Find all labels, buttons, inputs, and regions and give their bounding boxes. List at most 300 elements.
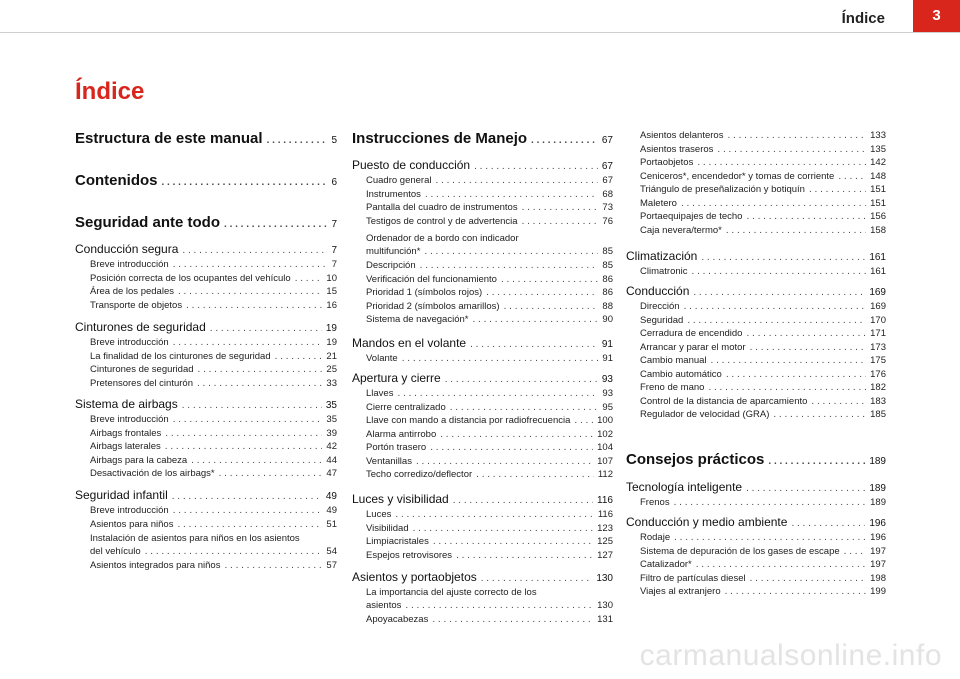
entry-page: 131 bbox=[597, 614, 613, 625]
dot-leader bbox=[726, 225, 866, 236]
entry-page: 112 bbox=[597, 469, 613, 480]
entry-label: Airbags frontales bbox=[90, 427, 162, 439]
toc-section[interactable] bbox=[75, 172, 337, 189]
entry-label: Puesto de conducción bbox=[352, 158, 471, 172]
toc-chapter[interactable] bbox=[75, 320, 337, 334]
entry-page: 116 bbox=[597, 495, 613, 506]
toc-entry[interactable] bbox=[640, 315, 886, 326]
toc-chapter[interactable] bbox=[352, 371, 613, 385]
toc-entry[interactable] bbox=[366, 523, 613, 534]
entry-page: 85 bbox=[602, 246, 613, 257]
toc-entry[interactable] bbox=[366, 189, 613, 200]
dot-leader bbox=[697, 157, 866, 168]
entry-label: Airbags laterales bbox=[90, 441, 161, 452]
entry-label: Prioridad 2 (símbolos amarillos) bbox=[366, 300, 500, 312]
toc-chapter[interactable] bbox=[75, 242, 337, 256]
entry-label: Portón trasero bbox=[366, 442, 427, 453]
dot-leader bbox=[693, 287, 865, 298]
entry-page: 35 bbox=[326, 414, 337, 425]
dot-leader bbox=[472, 314, 598, 325]
page-title: Índice bbox=[75, 78, 145, 105]
entry-page: 33 bbox=[326, 377, 337, 389]
dot-leader bbox=[197, 378, 322, 389]
dot-leader bbox=[219, 468, 323, 479]
toc-entry[interactable] bbox=[640, 497, 886, 508]
toc-entry[interactable] bbox=[90, 273, 337, 284]
dot-leader bbox=[684, 301, 867, 312]
entry-page: 161 bbox=[869, 252, 886, 263]
entry-page: 125 bbox=[597, 536, 613, 547]
dot-leader bbox=[440, 429, 593, 440]
entry-label: Espejos retrovisores bbox=[366, 549, 453, 561]
entry-label: Caja nevera/termo* bbox=[640, 224, 722, 236]
toc-section[interactable] bbox=[75, 130, 337, 147]
toc-entry[interactable] bbox=[366, 287, 613, 298]
entry-label: Cambio automático bbox=[640, 368, 722, 380]
toc-entry[interactable] bbox=[366, 353, 613, 364]
entry-page: 189 bbox=[869, 456, 886, 467]
toc-entry[interactable] bbox=[640, 396, 886, 407]
toc-entry[interactable] bbox=[640, 559, 886, 570]
entry-label: Asientos delanteros bbox=[640, 130, 724, 141]
entry-label: Apertura y cierre bbox=[352, 371, 441, 385]
entry-page: 67 bbox=[601, 161, 613, 172]
toc-entry[interactable] bbox=[90, 455, 337, 466]
toc-entry[interactable] bbox=[366, 442, 613, 453]
dot-leader bbox=[162, 177, 328, 188]
entry-label: Control de la distancia de aparcamiento bbox=[640, 395, 808, 407]
entry-page: 151 bbox=[870, 197, 886, 209]
entry-label: Filtro de partículas diesel bbox=[640, 572, 746, 584]
entry-label: Cambio manual bbox=[640, 355, 707, 366]
entry-page: 100 bbox=[597, 415, 613, 426]
entry-label: Testigos de control y de advertencia bbox=[366, 215, 518, 227]
entry-label: Maletero bbox=[640, 197, 677, 209]
dot-leader bbox=[267, 135, 328, 146]
dot-leader bbox=[424, 246, 598, 257]
entry-page: 25 bbox=[326, 364, 337, 375]
toc-entry[interactable] bbox=[90, 286, 337, 297]
entry-label: Prioridad 1 (símbolos rojos) bbox=[366, 287, 483, 298]
dot-leader bbox=[522, 202, 599, 213]
entry-page: 7 bbox=[331, 245, 337, 256]
toc-entry[interactable] bbox=[640, 198, 886, 209]
dot-leader bbox=[420, 260, 599, 271]
toc-entry[interactable] bbox=[366, 216, 613, 227]
entry-page: 130 bbox=[596, 573, 613, 584]
dot-leader bbox=[165, 428, 322, 439]
entry-page: 86 bbox=[602, 287, 613, 298]
dot-leader bbox=[191, 455, 322, 466]
entry-page: 68 bbox=[602, 188, 613, 200]
entry-page: 67 bbox=[601, 135, 613, 146]
entry-page: 90 bbox=[602, 314, 613, 325]
toc-entry[interactable] bbox=[90, 505, 337, 516]
entry-page: 196 bbox=[869, 518, 886, 529]
toc-entry[interactable] bbox=[90, 441, 337, 452]
entry-label: Viajes al extranjero bbox=[640, 586, 721, 597]
entry-label-line1[interactable]: La importancia del ajuste correcto de los bbox=[366, 587, 537, 598]
header-rule bbox=[0, 32, 960, 33]
toc-chapter[interactable] bbox=[352, 570, 613, 584]
toc-entry[interactable] bbox=[366, 274, 613, 285]
toc-section[interactable] bbox=[75, 214, 337, 231]
entry-label: Asientos para niños bbox=[90, 518, 174, 530]
dot-leader bbox=[708, 382, 866, 393]
dot-leader bbox=[433, 536, 593, 547]
entry-label: Luces bbox=[366, 509, 392, 520]
entry-label: Dirección bbox=[640, 301, 680, 312]
entry-label: Cuadro general bbox=[366, 175, 432, 186]
toc-entry[interactable] bbox=[640, 157, 886, 168]
toc-entry[interactable] bbox=[366, 456, 613, 467]
entry-label: Rodaje bbox=[640, 532, 671, 543]
entry-label: Verificación del funcionamiento bbox=[366, 273, 497, 285]
entry-page: 104 bbox=[597, 442, 613, 453]
entry-label: Desactivación de los airbags* bbox=[90, 468, 215, 479]
dot-leader bbox=[696, 559, 866, 570]
entry-page: 15 bbox=[326, 286, 337, 297]
toc-entry[interactable] bbox=[640, 532, 886, 543]
entry-label: Arrancar y parar el motor bbox=[640, 341, 746, 353]
entry-page: 127 bbox=[597, 549, 613, 561]
entry-label: Catalizador* bbox=[640, 559, 692, 570]
entry-page: 197 bbox=[870, 559, 886, 570]
entry-label: Pretensores del cinturón bbox=[90, 377, 193, 389]
entry-label: Estructura de este manual bbox=[75, 130, 263, 147]
entry-label: multifunción* bbox=[366, 246, 421, 257]
dot-leader bbox=[395, 509, 593, 520]
dot-leader bbox=[574, 415, 593, 426]
dot-leader bbox=[531, 135, 598, 146]
toc-entry[interactable] bbox=[90, 560, 337, 571]
entry-label: Asientos traseros bbox=[640, 143, 714, 155]
dot-leader bbox=[425, 189, 599, 200]
toc-entry[interactable] bbox=[90, 519, 337, 530]
toc-entry[interactable] bbox=[366, 509, 613, 520]
entry-page: 5 bbox=[331, 135, 337, 146]
toc-entry[interactable] bbox=[366, 415, 613, 426]
toc-entry[interactable] bbox=[90, 428, 337, 439]
toc-entry[interactable] bbox=[640, 546, 886, 557]
toc-entry[interactable] bbox=[366, 402, 613, 413]
dot-leader bbox=[182, 245, 327, 256]
entry-label: Limpiacristales bbox=[366, 536, 429, 547]
toc-entry[interactable] bbox=[640, 382, 886, 393]
entry-page: 135 bbox=[870, 143, 886, 155]
entry-label: Posición correcta de los ocupantes del vehículo bbox=[90, 272, 291, 284]
entry-label: Regulador de velocidad (GRA) bbox=[640, 409, 770, 420]
dot-leader bbox=[773, 409, 866, 420]
toc-entry[interactable] bbox=[366, 260, 613, 271]
entry-page: 7 bbox=[331, 259, 337, 270]
entry-page: 6 bbox=[331, 177, 337, 188]
dot-leader bbox=[165, 441, 323, 452]
toc-entry[interactable] bbox=[366, 550, 613, 561]
entry-label: Llaves bbox=[366, 388, 394, 399]
entry-label: Techo corredizo/deflector bbox=[366, 469, 473, 480]
toc-entry[interactable] bbox=[640, 130, 886, 141]
page-number-badge: 3 bbox=[913, 0, 960, 32]
entry-label: Sistema de depuración de los gases de escape bbox=[640, 545, 840, 557]
entry-label: Ceniceros*, encendedor* y tomas de corriente bbox=[640, 170, 835, 182]
entry-page: 19 bbox=[325, 323, 337, 334]
dot-leader bbox=[224, 219, 327, 230]
entry-label: Ventanillas bbox=[366, 455, 412, 467]
entry-label: Conducción y medio ambiente bbox=[626, 515, 788, 529]
entry-label: Apoyacabezas bbox=[366, 614, 429, 625]
entry-page: 93 bbox=[602, 388, 613, 399]
header-title: Índice bbox=[841, 10, 885, 27]
toc-entry[interactable] bbox=[90, 414, 337, 425]
toc-chapter[interactable] bbox=[75, 488, 337, 502]
entry-label: Visibilidad bbox=[366, 522, 409, 534]
entry-label: Tecnología inteligente bbox=[626, 480, 743, 494]
toc-chapter[interactable] bbox=[626, 480, 886, 494]
entry-label-line1[interactable]: Instalación de asientos para niños en los asientos bbox=[90, 533, 300, 544]
toc-entry[interactable] bbox=[366, 314, 613, 325]
toc-entry[interactable] bbox=[366, 388, 613, 399]
dot-leader bbox=[501, 274, 598, 285]
entry-page: 116 bbox=[597, 509, 613, 520]
entry-page: 85 bbox=[602, 260, 613, 271]
dot-leader bbox=[295, 273, 323, 284]
entry-label: Mandos en el volante bbox=[352, 336, 467, 350]
entry-label: Sistema de airbags bbox=[75, 397, 178, 411]
entry-label: Freno de mano bbox=[640, 382, 705, 393]
entry-page: 35 bbox=[325, 400, 337, 411]
dot-leader bbox=[674, 497, 867, 508]
dot-leader bbox=[416, 456, 593, 467]
dot-leader bbox=[504, 301, 599, 312]
entry-page: 39 bbox=[326, 427, 337, 439]
dot-leader bbox=[453, 495, 593, 506]
entry-label: Asientos y portaobjetos bbox=[352, 570, 477, 584]
entry-page: 156 bbox=[870, 211, 886, 222]
dot-leader bbox=[687, 315, 866, 326]
entry-page: 182 bbox=[870, 382, 886, 393]
entry-label: Alarma antirrobo bbox=[366, 428, 437, 440]
entry-label: Breve introducción bbox=[90, 505, 169, 516]
entry-label: Portaobjetos bbox=[640, 157, 694, 168]
entry-label: Cinturones de seguridad bbox=[75, 320, 206, 334]
toc-entry[interactable] bbox=[640, 586, 886, 597]
dot-leader bbox=[173, 337, 323, 348]
entry-label: Breve introducción bbox=[90, 259, 169, 270]
dot-leader bbox=[711, 355, 867, 366]
entry-label: Sistema de navegación* bbox=[366, 314, 469, 325]
toc-entry[interactable] bbox=[366, 536, 613, 547]
toc-section[interactable] bbox=[626, 451, 886, 468]
entry-page: 93 bbox=[601, 374, 613, 385]
entry-label: Consejos prácticos bbox=[626, 451, 765, 468]
entry-page: 73 bbox=[602, 202, 613, 213]
toc-entry[interactable] bbox=[640, 342, 886, 353]
entry-page: 170 bbox=[870, 314, 886, 326]
toc-entry[interactable] bbox=[640, 328, 886, 339]
entry-page: 133 bbox=[870, 130, 886, 141]
entry-page: 169 bbox=[869, 287, 886, 298]
toc-entry[interactable] bbox=[640, 369, 886, 380]
entry-label: Cerradura de encendido bbox=[640, 328, 743, 339]
entry-page: 102 bbox=[597, 428, 613, 440]
toc-chapter[interactable] bbox=[626, 284, 886, 298]
dot-leader bbox=[432, 614, 593, 625]
toc-entry[interactable] bbox=[90, 351, 337, 362]
toc-section[interactable] bbox=[352, 130, 613, 147]
toc-entry[interactable] bbox=[366, 614, 613, 625]
entry-page: 42 bbox=[326, 441, 337, 452]
dot-leader bbox=[173, 414, 323, 425]
entry-page: 91 bbox=[602, 353, 613, 364]
dot-leader bbox=[456, 550, 593, 561]
entry-page: 76 bbox=[602, 215, 613, 227]
entry-page: 21 bbox=[326, 350, 337, 362]
toc-entry[interactable] bbox=[640, 184, 886, 195]
entry-page: 175 bbox=[870, 355, 886, 366]
dot-leader bbox=[727, 130, 866, 141]
entry-label: asientos bbox=[366, 600, 402, 611]
toc-chapter[interactable] bbox=[626, 515, 886, 529]
entry-label: Cierre centralizado bbox=[366, 401, 446, 413]
entry-page: 123 bbox=[597, 522, 613, 534]
toc-entry[interactable] bbox=[90, 337, 337, 348]
entry-page: 107 bbox=[597, 455, 613, 467]
dot-leader bbox=[811, 396, 866, 407]
toc-entry[interactable] bbox=[90, 364, 337, 375]
dot-leader bbox=[224, 560, 322, 571]
entry-label: Seguridad bbox=[640, 314, 684, 326]
toc-entry[interactable] bbox=[640, 211, 886, 222]
entry-page: 158 bbox=[870, 224, 886, 236]
entry-label: Climatización bbox=[626, 249, 698, 263]
toc-chapter[interactable] bbox=[352, 492, 613, 506]
entry-page: 171 bbox=[870, 328, 886, 339]
dot-leader bbox=[486, 287, 598, 298]
entry-page: 199 bbox=[870, 586, 886, 597]
entry-label: Luces y visibilidad bbox=[352, 492, 449, 506]
toc-entry[interactable] bbox=[366, 469, 613, 480]
entry-page: 142 bbox=[870, 157, 886, 168]
entry-page: 151 bbox=[870, 184, 886, 195]
dot-leader bbox=[768, 456, 865, 467]
entry-page: 57 bbox=[326, 560, 337, 571]
entry-label: Frenos bbox=[640, 497, 670, 508]
toc-entry[interactable] bbox=[640, 355, 886, 366]
entry-page: 197 bbox=[870, 545, 886, 557]
entry-label: Cinturones de seguridad bbox=[90, 364, 194, 375]
entry-label: Transporte de objetos bbox=[90, 299, 183, 311]
entry-page: 19 bbox=[326, 337, 337, 348]
toc-entry[interactable] bbox=[640, 573, 886, 584]
toc-entry[interactable] bbox=[640, 144, 886, 155]
toc-entry[interactable] bbox=[640, 171, 886, 182]
toc-entry[interactable] bbox=[640, 266, 886, 277]
entry-page: 88 bbox=[602, 300, 613, 312]
entry-page: 49 bbox=[326, 505, 337, 516]
dot-leader bbox=[172, 491, 322, 502]
toc-entry[interactable] bbox=[90, 300, 337, 311]
entry-label: Breve introducción bbox=[90, 337, 169, 348]
entry-page: 47 bbox=[326, 468, 337, 479]
dot-leader bbox=[182, 400, 322, 411]
watermark: carmanualsonline.info bbox=[639, 639, 942, 672]
dot-leader bbox=[186, 300, 322, 311]
entry-label: Instrumentos bbox=[366, 188, 421, 200]
toc-entry[interactable] bbox=[640, 409, 886, 420]
dot-leader bbox=[750, 573, 867, 584]
toc-chapter[interactable] bbox=[626, 249, 886, 263]
dot-leader bbox=[701, 252, 865, 263]
dot-leader bbox=[397, 388, 598, 399]
dot-leader bbox=[809, 184, 866, 195]
dot-leader bbox=[746, 211, 866, 222]
entry-page: 148 bbox=[870, 170, 886, 182]
entry-page: 176 bbox=[870, 368, 886, 380]
entry-page: 44 bbox=[326, 454, 337, 466]
dot-leader bbox=[838, 171, 866, 182]
toc-entry[interactable] bbox=[90, 546, 337, 557]
entry-page: 169 bbox=[870, 301, 886, 312]
dot-leader bbox=[173, 505, 323, 516]
toc-entry[interactable] bbox=[640, 225, 886, 236]
dot-leader bbox=[522, 216, 599, 227]
toc-entry[interactable] bbox=[90, 378, 337, 389]
toc-entry[interactable] bbox=[366, 301, 613, 312]
entry-label: Seguridad ante todo bbox=[75, 214, 221, 231]
entry-page: 86 bbox=[602, 273, 613, 285]
entry-label: Conducción segura bbox=[75, 242, 179, 256]
dot-leader bbox=[275, 351, 323, 362]
entry-label: Pantalla del cuadro de instrumentos bbox=[366, 202, 518, 213]
toc-chapter[interactable] bbox=[352, 336, 613, 350]
toc-entry[interactable] bbox=[366, 600, 613, 611]
entry-page: 189 bbox=[870, 497, 886, 508]
toc-entry[interactable] bbox=[366, 246, 613, 257]
toc-chapter[interactable] bbox=[75, 397, 337, 411]
entry-label: del vehículo bbox=[90, 546, 141, 557]
toc-chapter[interactable] bbox=[352, 158, 613, 172]
toc-entry[interactable] bbox=[640, 301, 886, 312]
dot-leader bbox=[476, 469, 594, 480]
entry-page: 95 bbox=[602, 401, 613, 413]
dot-leader bbox=[450, 402, 599, 413]
entry-label: Volante bbox=[366, 353, 398, 364]
dot-leader bbox=[445, 374, 598, 385]
entry-page: 67 bbox=[602, 175, 613, 186]
toc-entry[interactable] bbox=[366, 175, 613, 186]
entry-label-line1[interactable]: Ordenador de a bordo con indicador bbox=[366, 233, 519, 244]
dot-leader bbox=[717, 144, 866, 155]
entry-label: Asientos integrados para niños bbox=[90, 560, 221, 571]
entry-page: 54 bbox=[326, 546, 337, 557]
dot-leader bbox=[674, 532, 866, 543]
entry-page: 130 bbox=[597, 600, 613, 611]
dot-leader bbox=[844, 546, 867, 557]
dot-leader bbox=[198, 364, 323, 375]
toc-entry[interactable] bbox=[366, 202, 613, 213]
toc-entry[interactable] bbox=[90, 468, 337, 479]
entry-label: Conducción bbox=[626, 284, 690, 298]
dot-leader bbox=[436, 175, 599, 186]
entry-label: Seguridad infantil bbox=[75, 488, 168, 502]
toc-entry[interactable] bbox=[366, 429, 613, 440]
entry-label: Airbags para la cabeza bbox=[90, 454, 188, 466]
entry-page: 7 bbox=[331, 219, 337, 230]
entry-page: 196 bbox=[870, 532, 886, 543]
entry-label: La finalidad de los cinturones de seguridad bbox=[90, 350, 271, 362]
toc-entry[interactable] bbox=[90, 259, 337, 270]
